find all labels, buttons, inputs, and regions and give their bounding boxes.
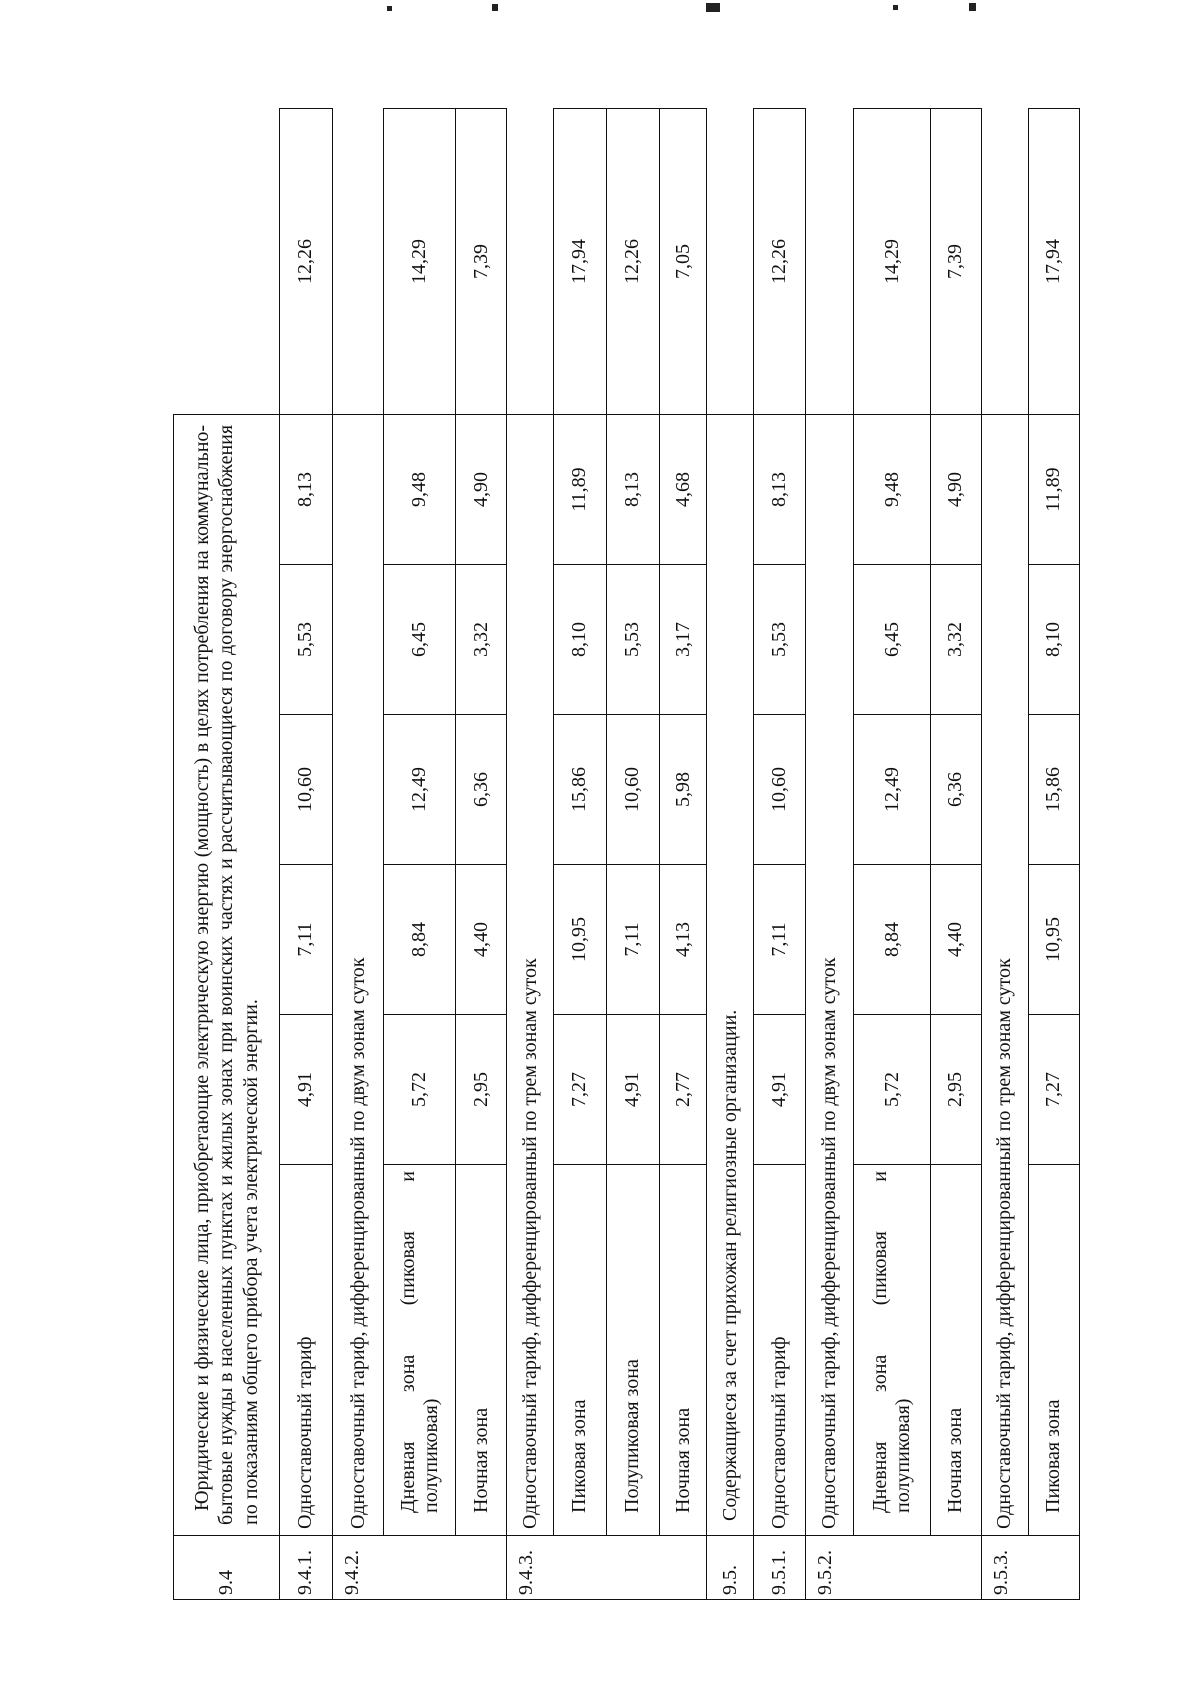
rotated-tariff-table (173, 108, 1080, 1600)
tariff-value: 14,29 (854, 109, 931, 415)
tariff-value: 4,91 (606, 1015, 659, 1165)
row-number: 9.4.1. (279, 1536, 332, 1600)
row-label: Дневная зона (пиковая и полупиковая) (384, 1165, 456, 1536)
tariff-value: 8,13 (606, 414, 659, 564)
row-label: Пиковая зона (554, 1165, 606, 1536)
tariff-value: 11,89 (554, 414, 606, 564)
tariff-value: 3,17 (660, 565, 707, 715)
section-description: Содержащиеся за счет прихожан религиозные организации. (707, 414, 754, 1535)
tariff-value: 10,95 (1028, 865, 1079, 1015)
tariff-value: 8,13 (754, 414, 806, 564)
table-row (854, 109, 931, 1600)
tariff-value: 10,95 (554, 865, 606, 1015)
tariff-value: 8,13 (279, 414, 332, 564)
tariff-value: 12,49 (854, 715, 931, 865)
tariff-value: 4,91 (279, 1015, 332, 1165)
tariff-value: 4,91 (754, 1015, 806, 1165)
tariff-value: 4,40 (931, 865, 981, 1015)
scan-speck (492, 4, 498, 11)
table-row (981, 109, 1028, 1600)
row-number: 9.5.2. (806, 1536, 981, 1600)
tariff-value: 3,32 (931, 565, 981, 715)
row-number: 9.4.2. (333, 1536, 507, 1600)
tariff-value: 2,95 (456, 1015, 507, 1165)
scan-speck (387, 6, 392, 11)
row-number: 9.5. (707, 1536, 754, 1600)
tariff-value: 4,90 (931, 414, 981, 564)
tariff-value: 10,60 (606, 715, 659, 865)
tariff-value: 6,36 (456, 715, 507, 865)
row-label: Одноставочный тариф, дифференцированный по трем зонам суток (981, 414, 1028, 1535)
tariff-value: 12,26 (606, 109, 659, 415)
tariff-value: 7,27 (1028, 1015, 1079, 1165)
row-label: Одноставочный тариф (279, 1165, 332, 1536)
tariff-value: 10,60 (279, 715, 332, 865)
tariff-value: 17,94 (554, 109, 606, 415)
tariff-value: 9,48 (854, 414, 931, 564)
tariff-value: 5,53 (754, 565, 806, 715)
row-label: Пиковая зона (1028, 1165, 1079, 1536)
tariff-value: 8,10 (554, 565, 606, 715)
section-description: Юридические и физические лица, приобретающие электрическую энергию (мощность) в целях потребления на коммунально-бытовые нужды в населенных пунктах и жилых зонах при воинских частях и рассчитывающиеся по договору энергоснабжения по показаниям общего прибора учета электрической энергии. (174, 414, 280, 1535)
tariff-value: 4,90 (456, 414, 507, 564)
tariff-value: 11,89 (1028, 414, 1079, 564)
tariff-value: 15,86 (554, 715, 606, 865)
table-row (507, 109, 554, 1600)
table-row (1028, 109, 1079, 1600)
table-row (707, 109, 754, 1600)
row-label: Одноставочный тариф, дифференцированный по двум зонам суток (806, 414, 854, 1535)
tariff-value: 2,77 (660, 1015, 707, 1165)
tariff-value: 4,40 (456, 865, 507, 1015)
tariff-value: 7,27 (554, 1015, 606, 1165)
tariff-value: 12,26 (754, 109, 806, 415)
tariff-value: 15,86 (1028, 715, 1079, 865)
tariff-value: 4,68 (660, 414, 707, 564)
tariff-value: 17,94 (1028, 109, 1079, 415)
tariff-value: 7,05 (660, 109, 707, 415)
tariff-value: 9,48 (384, 414, 456, 564)
table-row (456, 109, 507, 1600)
row-label: Одноставочный тариф, дифференцированный по трем зонам суток (507, 414, 554, 1535)
table-row (279, 109, 332, 1600)
scan-speck (893, 5, 898, 10)
table-row (931, 109, 981, 1600)
table-row (606, 109, 659, 1600)
table-row (333, 109, 384, 1600)
row-label: Полупиковая зона (606, 1165, 659, 1536)
table-row (384, 109, 456, 1600)
tariff-table (173, 108, 1080, 1600)
tariff-value: 7,11 (754, 865, 806, 1015)
row-label: Одноставочный тариф (754, 1165, 806, 1536)
row-number: 9.4 (174, 1536, 280, 1600)
tariff-value: 6,45 (854, 565, 931, 715)
table-row (660, 109, 707, 1600)
tariff-value: 7,11 (279, 865, 332, 1015)
tariff-value: 7,11 (606, 865, 659, 1015)
row-label: Одноставочный тариф, дифференцированный по двум зонам суток (333, 414, 384, 1535)
tariff-value: 2,95 (931, 1015, 981, 1165)
row-number: 9.5.1. (754, 1536, 806, 1600)
row-number: 9.4.3. (507, 1536, 707, 1600)
row-label: Ночная зона (660, 1165, 707, 1536)
tariff-value: 5,53 (279, 565, 332, 715)
tariff-value: 8,84 (384, 865, 456, 1015)
tariff-value: 5,98 (660, 715, 707, 865)
row-label: Ночная зона (931, 1165, 981, 1536)
row-label: Ночная зона (456, 1165, 507, 1536)
tariff-value: 8,84 (854, 865, 931, 1015)
row-label: Дневная зона (пиковая и полупиковая) (854, 1165, 931, 1536)
tariff-value: 8,10 (1028, 565, 1079, 715)
tariff-value: 12,49 (384, 715, 456, 865)
scan-speck (706, 3, 720, 12)
tariff-value: 12,26 (279, 109, 332, 415)
tariff-value: 3,32 (456, 565, 507, 715)
tariff-value: 4,13 (660, 865, 707, 1015)
tariff-value: 6,45 (384, 565, 456, 715)
tariff-value: 7,39 (456, 109, 507, 415)
table-row (554, 109, 606, 1600)
scan-speck (969, 3, 976, 11)
tariff-value: 6,36 (931, 715, 981, 865)
tariff-value: 10,60 (754, 715, 806, 865)
tariff-value: 5,72 (384, 1015, 456, 1165)
table-row (174, 109, 280, 1600)
tariff-value: 14,29 (384, 109, 456, 415)
row-number: 9.5.3. (981, 1536, 1079, 1600)
tariff-value: 7,39 (931, 109, 981, 415)
tariff-value: 5,72 (854, 1015, 931, 1165)
tariff-value: 5,53 (606, 565, 659, 715)
table-row (754, 109, 806, 1600)
table-row (806, 109, 854, 1600)
